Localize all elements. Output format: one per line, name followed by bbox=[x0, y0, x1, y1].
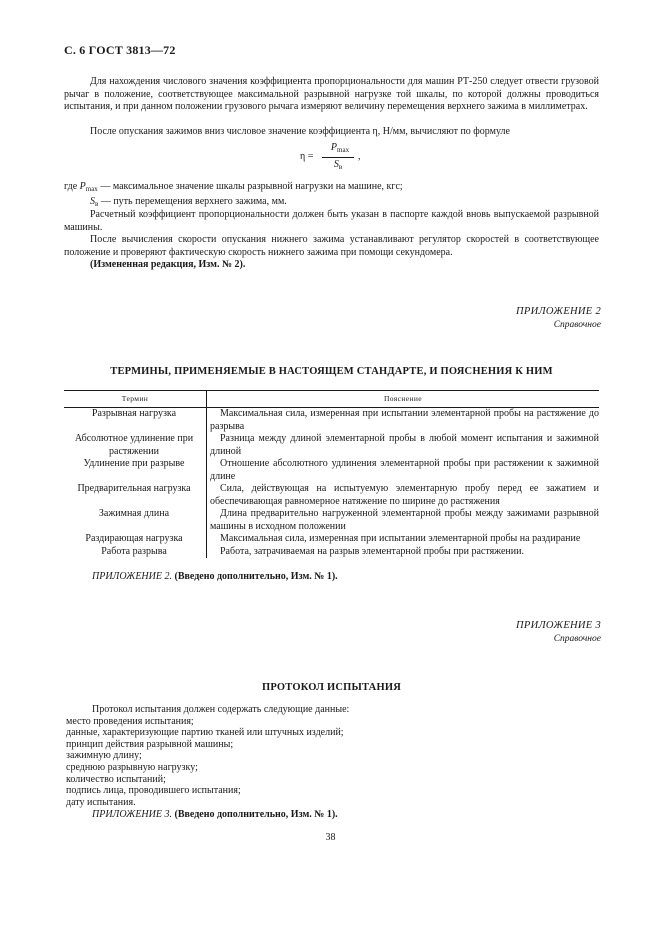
table-row bbox=[64, 533, 599, 546]
list-item: среднюю разрывную нагрузку; bbox=[66, 761, 198, 773]
table-row bbox=[64, 546, 599, 559]
explanation-cell: Работа, затрачиваемая на разрыв элементарной пробы при растяжении. bbox=[220, 545, 524, 557]
appendix3-title: ПРОТОКОЛ ИСПЫТАНИЯ bbox=[262, 682, 401, 693]
table-row bbox=[64, 458, 599, 483]
explanation-cell: Максимальная сила, измеренная при испытании элементарной пробы на раздирание bbox=[220, 533, 581, 544]
term-cell: Работа разрыва bbox=[64, 546, 207, 559]
appendix3-label bbox=[516, 620, 601, 645]
appendix2-label bbox=[516, 306, 601, 331]
edit-note: (Измененная редакция, Изм. № 2). bbox=[90, 259, 246, 270]
term-cell: Раздирающая нагрузка bbox=[64, 533, 207, 546]
formula-eta bbox=[300, 142, 390, 176]
explanation-cell: Отношение абсолютного удлинения элементарной пробы при растяжении к зажимной длине bbox=[210, 458, 599, 482]
table-header bbox=[64, 390, 599, 408]
list-item: количество испытаний; bbox=[66, 773, 166, 785]
formula-comma: , bbox=[358, 151, 361, 162]
table-row bbox=[64, 433, 599, 458]
list-item: принцип действия разрывной машины; bbox=[66, 738, 234, 750]
appendix2-name: ПРИЛОЖЕНИЕ 2 bbox=[516, 306, 601, 317]
table-body bbox=[64, 408, 599, 558]
column-header-term: Термин bbox=[64, 391, 207, 407]
formula-numerator: $P_{max}$ bbox=[330, 142, 350, 154]
appendix2-title: ТЕРМИНЫ, ПРИМЕНЯЕМЫЕ В НАСТОЯЩЕМ СТАНДАРТЕ, И ПОЯСНЕНИЯ К НИМ bbox=[110, 366, 553, 377]
appendix3-note: ПРИЛОЖЕНИЕ 3. (Введено дополнительно, Изм. № 1). bbox=[92, 809, 338, 820]
page-number: 38 bbox=[325, 832, 336, 843]
formula-lhs: η = bbox=[300, 151, 314, 162]
appendix3-name: ПРИЛОЖЕНИЕ 3 bbox=[516, 620, 601, 631]
term-cell: Удлинение при разрыве bbox=[64, 458, 207, 483]
table-row bbox=[64, 408, 599, 433]
page-header: С. 6 ГОСТ 3813—72 bbox=[64, 43, 176, 57]
list-item: место проведения испытания; bbox=[66, 715, 194, 727]
term-cell: Разрывная нагрузка bbox=[64, 408, 207, 433]
appendix2-kind: Справочное bbox=[553, 319, 601, 330]
term-cell: Зажимная длина bbox=[64, 508, 207, 533]
explanation-cell: Разница между длиной элементарной пробы в любой момент испытания и зажимной длиной bbox=[210, 433, 599, 457]
list-item: данные, характеризующие партию тканей или штучных изделий; bbox=[66, 727, 344, 739]
column-header-explanation: Пояснение bbox=[383, 393, 423, 403]
appendix3-kind: Справочное bbox=[553, 633, 601, 644]
list-item: Протокол испытания должен содержать следующие данные: bbox=[92, 704, 350, 715]
where-sv: $S_в$ — путь перемещения верхнего зажима, мм. bbox=[90, 196, 287, 208]
paragraph-formula-lead: После опускания зажимов вниз числовое значение коэффициента η, Н/мм, вычисляют по формуле bbox=[90, 126, 510, 137]
list-item: подпись лица, проводившего испытания; bbox=[66, 785, 241, 797]
paragraph-passport: Расчетный коэффициент пропорциональности должен быть указан в паспорте каждой вновь выпускаемой разрывной машины. bbox=[64, 209, 599, 233]
protocol-list bbox=[66, 704, 592, 808]
formula-denominator: $S_в$ bbox=[333, 159, 343, 171]
term-cell: Предварительная нагрузка bbox=[64, 483, 207, 508]
table-row bbox=[64, 508, 599, 533]
table-row bbox=[64, 483, 599, 508]
explanation-cell: Длина предварительно нагруженной элементарной пробы между зажимами разрывной машины в исходном положении bbox=[210, 508, 599, 532]
paragraph-speed: После вычисления скорости опускания нижнего зажима устанавливают регулятор скоростей в соответствующее положение и проверяют фактическую скорость нижнего зажима при помощи секундомера. bbox=[64, 234, 599, 258]
terms-table bbox=[64, 390, 599, 558]
where-pmax: где $P_{max}$ — максимальное значение шкалы разрывной нагрузки на машине, кгс; bbox=[64, 181, 403, 193]
list-item: зажимную длину; bbox=[66, 750, 142, 762]
term-cell: Абсолютное удлинение при растяжении bbox=[64, 433, 207, 458]
list-item: дату испытания. bbox=[66, 796, 136, 808]
appendix2-note: ПРИЛОЖЕНИЕ 2. (Введено дополнительно, Изм. № 1). bbox=[92, 571, 338, 582]
fraction-bar bbox=[322, 157, 354, 158]
paragraph-rt250: Для нахождения числового значения коэффициента пропорциональности для машин РТ-250 следует отвести грузовой рычаг в положение, соответствующее максимальной разрывной нагрузке той шкалы, по которой должны проводиться испытания, и при данном положении грузового рычага измеряют величину перемещения верхнего зажима в миллиметрах. bbox=[64, 76, 599, 112]
explanation-cell: Максимальная сила, измеренная при испытании элементарной пробы на растяжение до разрыва bbox=[210, 408, 599, 432]
explanation-cell: Сила, действующая на испытуемую элементарную пробу перед ее зажатием и обеспечивающая равномерное натяжение по ширине до растяжения bbox=[210, 483, 599, 507]
